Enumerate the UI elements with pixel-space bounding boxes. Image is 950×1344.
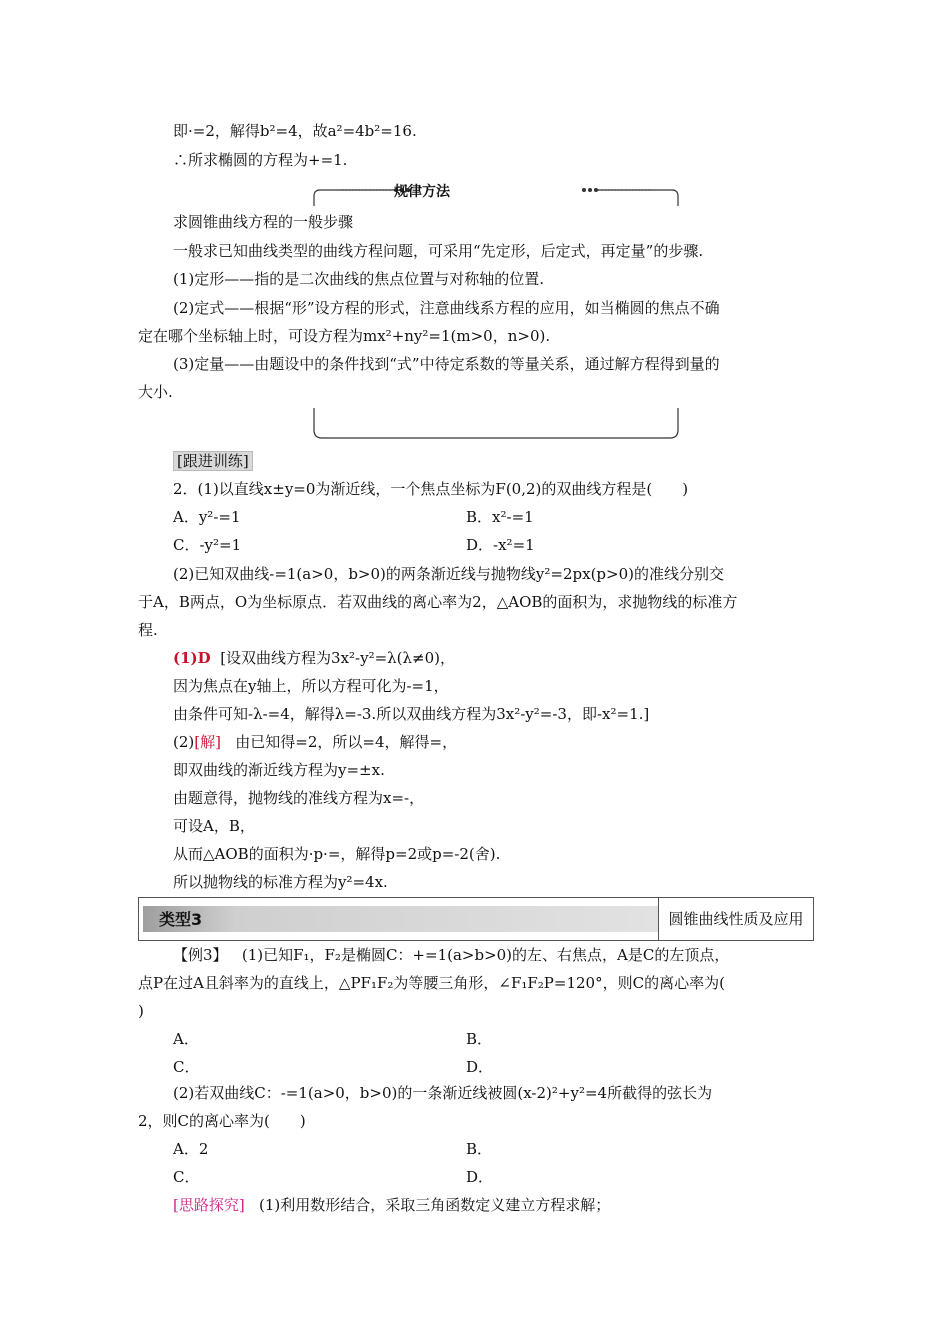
example-3-option-a: A． xyxy=(173,1030,199,1048)
example-3-line-3: ) xyxy=(138,1002,144,1020)
answer-2-line-3: 由题意得，抛物线的准线方程为x=-， xyxy=(173,789,425,807)
hint-label: [思路探究] xyxy=(173,1196,245,1214)
example-3-q2-line-1: (2)若双曲线C：-=1(a>0，b>0)的一条渐近线被圆(x-2)²+y²=4所截得的弦长为 xyxy=(173,1084,713,1102)
example-3-q2-option-d: D． xyxy=(466,1168,494,1186)
example-3-line-1: 【例3】 (1)已知F₁，F₂是椭圆C：+=1(a>b>0)的左、右焦点，A是C的左顶点， xyxy=(173,946,730,964)
type-3-title: 圆锥曲线性质及应用 xyxy=(668,910,804,928)
method-step-2-line-1: (2)定式——根据“形”设方程的形式，注意曲线系方程的应用，如当椭圆的焦点不确 xyxy=(173,299,720,317)
answer-2-line-5: 从而△AOB的面积为·p·=，解得p=2或p=-2(舍). xyxy=(173,845,501,863)
example-3-option-c: C． xyxy=(173,1058,200,1076)
example-3-q2-option-b: B． xyxy=(466,1140,493,1158)
option-c: C．-y²=1 xyxy=(173,536,242,554)
question-2-2-line-1: (2)已知双曲线-=1(a>0，b>0)的两条渐近线与抛物线y²=2px(p>0)的准线分别交 xyxy=(173,565,724,583)
question-2-2-line-3: 程. xyxy=(138,621,158,639)
answer-1-line-2: 因为焦点在y轴上，所以方程可化为-=1， xyxy=(173,677,449,695)
answer-1-line-1: (1)D [设双曲线方程为3x²-y²=λ(λ≠0)， xyxy=(173,649,456,667)
method-step-2-line-2: 定在哪个坐标轴上时，可设方程为mx²+ny²=1(m>0，n>0). xyxy=(138,327,551,345)
type-3-label: 类型3 xyxy=(159,910,203,929)
method-intro: 一般求已知曲线类型的曲线方程问题，可采用“先定形，后定式，再定量”的步骤. xyxy=(173,242,704,260)
method-box-top-frame xyxy=(312,186,680,208)
method-step-3-line-2: 大小. xyxy=(138,383,173,401)
answer-2-line-6: 所以抛物线的标准方程为y²=4x. xyxy=(173,873,388,891)
example-3-q2-option-c: C． xyxy=(173,1168,200,1186)
answer-1-line-3: 由条件可知-λ-=4，解得λ=-3.所以双曲线方程为3x²-y²=-3，即-x²=1.] xyxy=(173,705,650,723)
solution-line-1: 即·=2，解得b²=4，故a²=4b²=16. xyxy=(173,122,417,140)
practice-tag: [跟进训练] xyxy=(173,450,253,472)
example-3-line-2: 点P在过A且斜率为的直线上，△PF₁F₂为等腰三角形，∠F₁F₂P=120°，则C的离心率为( xyxy=(138,974,725,992)
answer-2-line-4: 可设A，B， xyxy=(173,817,255,835)
method-box-bottom-frame xyxy=(312,406,680,442)
method-heading: 求圆锥曲线方程的一般步骤 xyxy=(173,213,354,231)
answer-2-label: [解] xyxy=(194,733,221,751)
method-step-1: (1)定形——指的是二次曲线的焦点位置与对称轴的位置. xyxy=(173,270,545,288)
option-a: A．y²-=1 xyxy=(173,508,241,526)
example-3-option-b: B． xyxy=(466,1030,493,1048)
hint-line: [思路探究] (1)利用数形结合，采取三角函数定义建立方程求解； xyxy=(173,1196,611,1214)
question-2-1: 2．(1)以直线x±y=0为渐近线，一个焦点坐标为F(0,2)的双曲线方程是( ) xyxy=(173,480,689,498)
example-3-option-d: D． xyxy=(466,1058,494,1076)
example-3-q2-option-a: A．2 xyxy=(173,1140,209,1158)
solution-line-2: ∴所求椭圆的方程为+=1. xyxy=(173,151,348,169)
option-d: D．-x²=1 xyxy=(466,536,535,554)
answer-2-line-2: 即双曲线的渐近线方程为y=±x. xyxy=(173,761,385,779)
question-2-2-line-2: 于A，B两点，O为坐标原点．若双曲线的离心率为2，△AOB的面积为，求抛物线的标准方 xyxy=(138,593,738,611)
option-b: B．x²-=1 xyxy=(466,508,534,526)
answer-2-line-1: (2)[解] 由已知得=2，所以=4，解得=， xyxy=(173,733,458,751)
method-step-3-line-1: (3)定量——由题设中的条件找到“式”中待定系数的等量关系，通过解方程得到量的 xyxy=(173,355,720,373)
method-box-title: 规律方法 xyxy=(394,184,450,200)
answer-1-label: (1)D xyxy=(173,649,211,667)
example-3-q2-line-2: 2，则C的离心率为( ) xyxy=(138,1112,306,1130)
type-3-band xyxy=(143,906,658,932)
example-3-label: 【例3】 xyxy=(173,946,228,964)
type-3-header xyxy=(138,897,814,941)
